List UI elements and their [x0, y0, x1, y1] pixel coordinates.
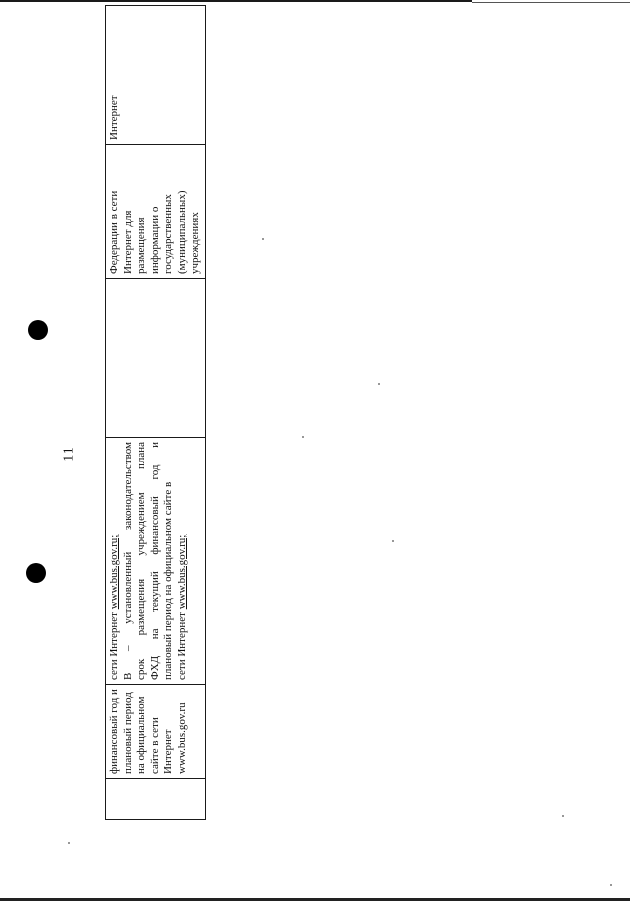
rotated-table-container — [105, 60, 205, 820]
scan-speck — [610, 884, 612, 886]
table-cell-medium — [106, 6, 206, 145]
punch-hole-icon — [28, 320, 48, 340]
cell-text-line: информации о — [148, 206, 161, 274]
table-cell-description — [106, 438, 206, 685]
scan-speck — [392, 540, 394, 542]
cell-text-line: Интернет — [108, 95, 120, 140]
cell-text-line: плановый период на официальном сайте в — [162, 481, 174, 680]
table-cell-empty — [106, 779, 206, 820]
cell-text-prefix: сети Интернет — [108, 609, 120, 680]
cell-text-line: www.bus.gov.ru — [175, 702, 188, 774]
cell-text-line: учреждениях — [189, 212, 201, 274]
scan-speck — [378, 383, 380, 385]
document-table — [105, 5, 206, 820]
table-cell-source — [106, 145, 206, 279]
cell-text-line: Интернет — [162, 729, 174, 774]
scan-speck — [68, 842, 70, 844]
table-cell-deadline-place — [106, 685, 206, 779]
cell-text-line: (муниципальных) — [175, 190, 188, 274]
scan-edge-bottom — [0, 898, 630, 901]
cell-text-line — [108, 442, 122, 680]
cell-text-line: размещения — [135, 217, 147, 274]
scan-edge-top-faint — [472, 2, 630, 3]
cell-text-line: В – установленный законодательством — [121, 442, 134, 680]
website-link[interactable]: www.bus.gov.ru; — [175, 534, 188, 610]
cell-text-line: ФХД на текущий финансовый год и — [148, 442, 161, 680]
cell-text-line: сайте в сети — [148, 717, 161, 774]
cell-text-line: срок размещения учреждением плана — [135, 442, 147, 680]
cell-text-line — [176, 442, 190, 680]
page-number: 11 — [61, 446, 77, 462]
scan-speck — [562, 815, 564, 817]
website-link[interactable]: www.bus.gov.ru; — [108, 534, 120, 610]
cell-text-line: Федерации в сети — [108, 190, 120, 274]
scan-speck — [302, 436, 304, 438]
punch-hole-icon — [26, 563, 46, 583]
table-row — [106, 6, 206, 820]
cell-text-line: Интернет для — [121, 210, 134, 274]
cell-text-line: плановый период — [121, 692, 134, 774]
cell-text-line: финансовый год и — [108, 689, 120, 774]
scan-edge-top — [0, 0, 472, 2]
cell-text-line: государственных — [162, 194, 174, 274]
cell-text-prefix: сети Интернет — [175, 609, 188, 680]
table-cell-empty — [106, 279, 206, 438]
cell-text-line: на официальном — [135, 696, 147, 774]
scan-speck — [262, 238, 264, 240]
